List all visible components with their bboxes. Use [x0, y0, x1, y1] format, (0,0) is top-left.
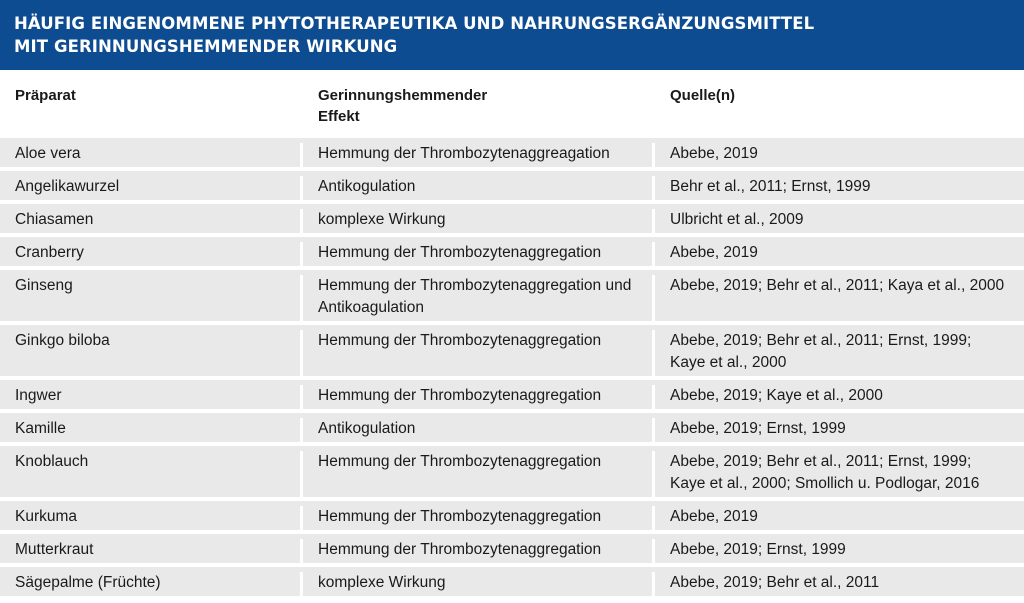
table-title [0, 0, 1024, 70]
cell-preparation: Ingwer [0, 385, 303, 409]
table-row [0, 204, 1024, 233]
cell-effect: komplexe Wirkung [303, 572, 655, 596]
table-row [0, 270, 1024, 321]
cell-source: Abebe, 2019; Ernst, 1999 [670, 420, 846, 437]
cell-preparation: Mutterkraut [0, 539, 303, 563]
cell-preparation: Aloe vera [0, 143, 303, 167]
cell-source: Abebe, 2019; Behr et al., 2011; Kaya et al., 2000 [670, 277, 1005, 294]
cell-preparation: Sägepalme (Früchte) [0, 572, 303, 596]
cell-effect: Hemmung der Thrombozytenaggreagation [303, 143, 655, 167]
cell-preparation: Knoblauch [0, 451, 303, 497]
cell-effect: Antikogulation [303, 418, 655, 442]
table-row [0, 237, 1024, 266]
header-effect-line-2: Effekt [318, 108, 360, 125]
cell-source: Abebe, 2019 [670, 145, 758, 162]
cell-effect: Hemmung der Thrombozytenaggregation [303, 506, 655, 530]
header-effect-line-1: Gerinnungshemmender [318, 87, 488, 104]
cell-source: Ulbricht et al., 2009 [670, 211, 804, 228]
cell-source: Abebe, 2019; Behr et al., 2011 [670, 574, 880, 591]
cell-preparation: Ginkgo biloba [0, 330, 303, 376]
header-preparation: Präparat [15, 87, 76, 104]
cell-preparation: Kurkuma [0, 506, 303, 530]
table-body [0, 138, 1024, 596]
cell-source: Behr et al., 2011; Ernst, 1999 [670, 178, 871, 195]
table-row [0, 413, 1024, 442]
cell-effect: Hemmung der Thrombozytenaggregation [303, 242, 655, 266]
cell-effect: Hemmung der Thrombozytenaggregation [303, 330, 655, 376]
cell-preparation: Angelikawurzel [0, 176, 303, 200]
table-row [0, 446, 1024, 497]
cell-effect: Antikogulation [303, 176, 655, 200]
cell-source: Abebe, 2019; Ernst, 1999 [670, 541, 846, 558]
cell-preparation: Chiasamen [0, 209, 303, 233]
table-row [0, 501, 1024, 530]
cell-source: Abebe, 2019; Behr et al., 2011; Ernst, 1999; Kaye et al., 2000 [670, 332, 972, 371]
table-row [0, 534, 1024, 563]
cell-preparation: Cranberry [0, 242, 303, 266]
table-row [0, 138, 1024, 167]
cell-effect: Hemmung der Thrombozytenaggregation und Antikoagulation [303, 275, 655, 321]
table-row [0, 380, 1024, 409]
header-source: Quelle(n) [670, 87, 736, 104]
cell-preparation: Ginseng [0, 275, 303, 321]
cell-effect: Hemmung der Thrombozytenaggregation [303, 451, 655, 497]
cell-preparation: Kamille [0, 418, 303, 442]
table-row [0, 325, 1024, 376]
cell-source: Abebe, 2019; Behr et al., 2011; Ernst, 1999; Kaye et al., 2000; Smollich u. Podlogar, 2016 [670, 453, 980, 492]
cell-source: Abebe, 2019 [670, 508, 758, 525]
table-title-line-2: MIT GERINNUNGSHEMMENDER WIRKUNG [14, 37, 398, 56]
cell-effect: Hemmung der Thrombozytenaggregation [303, 385, 655, 409]
header-effect [303, 85, 655, 138]
cell-source: Abebe, 2019 [670, 244, 758, 261]
cell-effect: komplexe Wirkung [303, 209, 655, 233]
cell-effect: Hemmung der Thrombozytenaggregation [303, 539, 655, 563]
table-row [0, 567, 1024, 596]
cell-source: Abebe, 2019; Kaye et al., 2000 [670, 387, 883, 404]
table-title-line-1: HÄUFIG EINGENOMMENE PHYTOTHERAPEUTIKA UND NAHRUNGSERGÄNZUNGSMITTEL [14, 14, 815, 33]
table-row [0, 171, 1024, 200]
table-header [0, 70, 1024, 138]
